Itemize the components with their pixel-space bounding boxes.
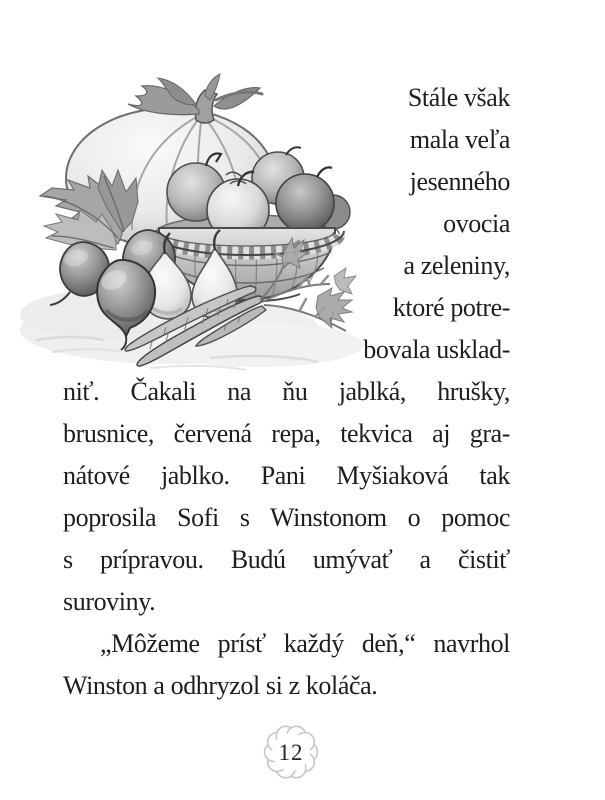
page-number: 12: [278, 740, 304, 765]
text-line: ktoré potre-: [392, 293, 510, 322]
text-line: poprosila Sofi s Winstonom o pomoc: [63, 503, 510, 532]
text-line: „Môžeme prísť každý deň,“ navrhol: [100, 629, 510, 658]
text-line: nátové jablko. Pani Myšiaková tak: [63, 461, 510, 490]
text-line: ovocia: [443, 209, 510, 238]
page-number-ornament: [251, 712, 331, 792]
text-line: a zeleniny,: [403, 251, 510, 280]
text-line: mala veľa: [409, 125, 510, 154]
text-line: jesenného: [409, 167, 510, 196]
text-line: Winston a odhryzol si z koláča.: [63, 671, 378, 700]
text-line: Stále však: [407, 83, 510, 112]
text-line: suroviny.: [63, 587, 156, 616]
text-line: bovala usklad-: [363, 335, 510, 364]
text-line: s prípravou. Budú umývať a čistiť: [63, 545, 510, 574]
text-line: brusnice, červená repa, tekvica aj gra-: [63, 419, 510, 448]
text-line: niť. Čakali na ňu jablká, hrušky,: [63, 377, 510, 406]
